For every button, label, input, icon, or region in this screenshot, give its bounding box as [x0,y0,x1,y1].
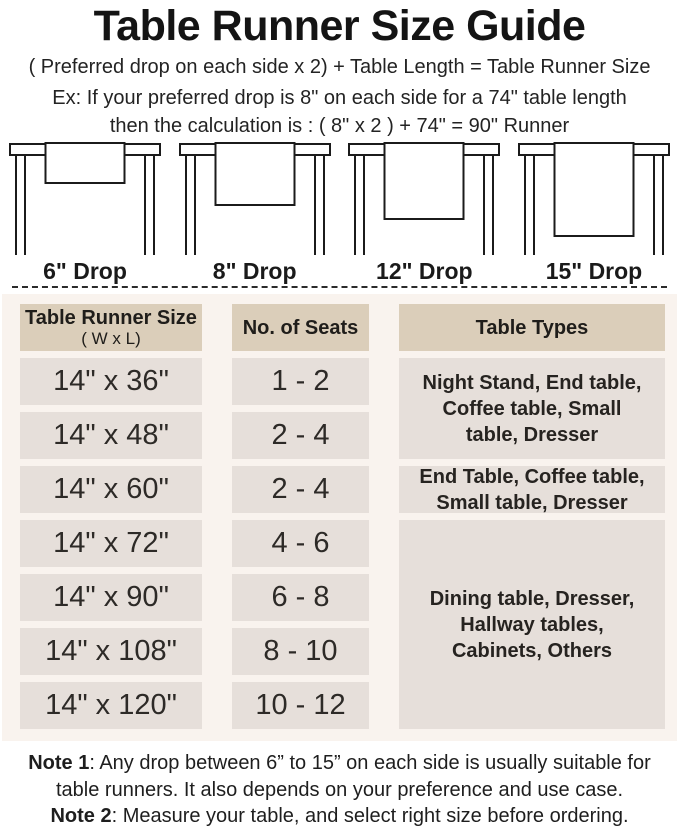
column-header-subtitle: ( W x L) [81,329,141,348]
table-leg-right [483,155,494,255]
note-2-text: : Measure your table, and select right size before ordering. [111,805,629,827]
runner-graphic [214,142,295,206]
table-types-text: Dining table, Dresser, Hallway tables, Cabinets, Others [429,587,635,662]
table-drawing [518,142,670,255]
table-types-cell [399,358,665,459]
example-line-2: then the calculation is : ( 8" x 2 ) + 74" = 90" Runner [109,115,570,137]
column-header-seats: No. of Seats [232,304,369,351]
runner-size-cell: 14" x 90" [20,574,202,621]
table-types-text: End Table, Coffee table, Small table, Dresser [419,465,645,514]
table-leg-right [144,155,155,255]
formula-text: ( Preferred drop on each side x 2) + Table Length = Table Runner Size [28,56,651,78]
runner-size-cell: 14" x 48" [20,412,202,459]
dashed-divider [12,286,667,288]
table-illustration-12-drop [348,142,500,284]
table-drawing [9,142,161,255]
runner-size-cell: 14" x 72" [20,520,202,567]
table-types-cell [399,466,665,513]
column-header-runner-size [20,304,202,351]
column-header-title: Table Runner Size [25,307,197,329]
runner-size-cell: 14" x 36" [20,358,202,405]
table-types-text: Night Stand, End table, Coffee table, Small table, Dresser [422,371,642,446]
seats-cell: 8 - 10 [232,628,369,675]
note-1-label: Note 1 [28,752,90,774]
table-illustration-6-drop [9,142,161,284]
drop-label: 12" Drop [376,258,473,284]
note-1 [6,750,673,803]
runner-graphic [384,142,465,220]
table-types-cell [399,520,665,729]
note-1-text: : Any drop between 6” to 15” on each side is usually suitable for table runners. It also depends on your preference and use case. [55,752,651,801]
table-illustration-15-drop [518,142,670,284]
note-2-label: Note 2 [50,805,112,827]
seats-cell: 2 - 4 [232,412,369,459]
table-leg-right [653,155,664,255]
table-leg-left [185,155,196,255]
drop-label: 15" Drop [545,258,643,284]
drop-label: 6" Drop [43,258,127,284]
runner-graphic [45,142,126,184]
seats-cell: 2 - 4 [232,466,369,513]
seats-cell: 1 - 2 [232,358,369,405]
drop-label: 8" Drop [212,258,297,284]
column-header-table-types: Table Types [399,304,665,351]
seats-cell: 6 - 8 [232,574,369,621]
table-leg-right [314,155,325,255]
example-line-1: Ex: If your preferred drop is 8" on each side for a 74" table length [52,87,627,109]
notes [0,741,679,830]
seats-cell: 10 - 12 [232,682,369,729]
table-leg-left [15,155,26,255]
size-chart [2,294,677,741]
runner-size-cell: 14" x 108" [20,628,202,675]
runner-graphic [553,142,634,237]
table-leg-left [354,155,365,255]
runner-size-cell: 14" x 120" [20,682,202,729]
runner-size-cell: 14" x 60" [20,466,202,513]
page-title: Table Runner Size Guide [93,2,586,50]
drop-illustrations [0,142,679,284]
table-drawing [348,142,500,255]
table-drawing [179,142,331,255]
table-leg-left [524,155,535,255]
table-illustration-8-drop [179,142,331,284]
header [0,0,679,138]
seats-cell: 4 - 6 [232,520,369,567]
